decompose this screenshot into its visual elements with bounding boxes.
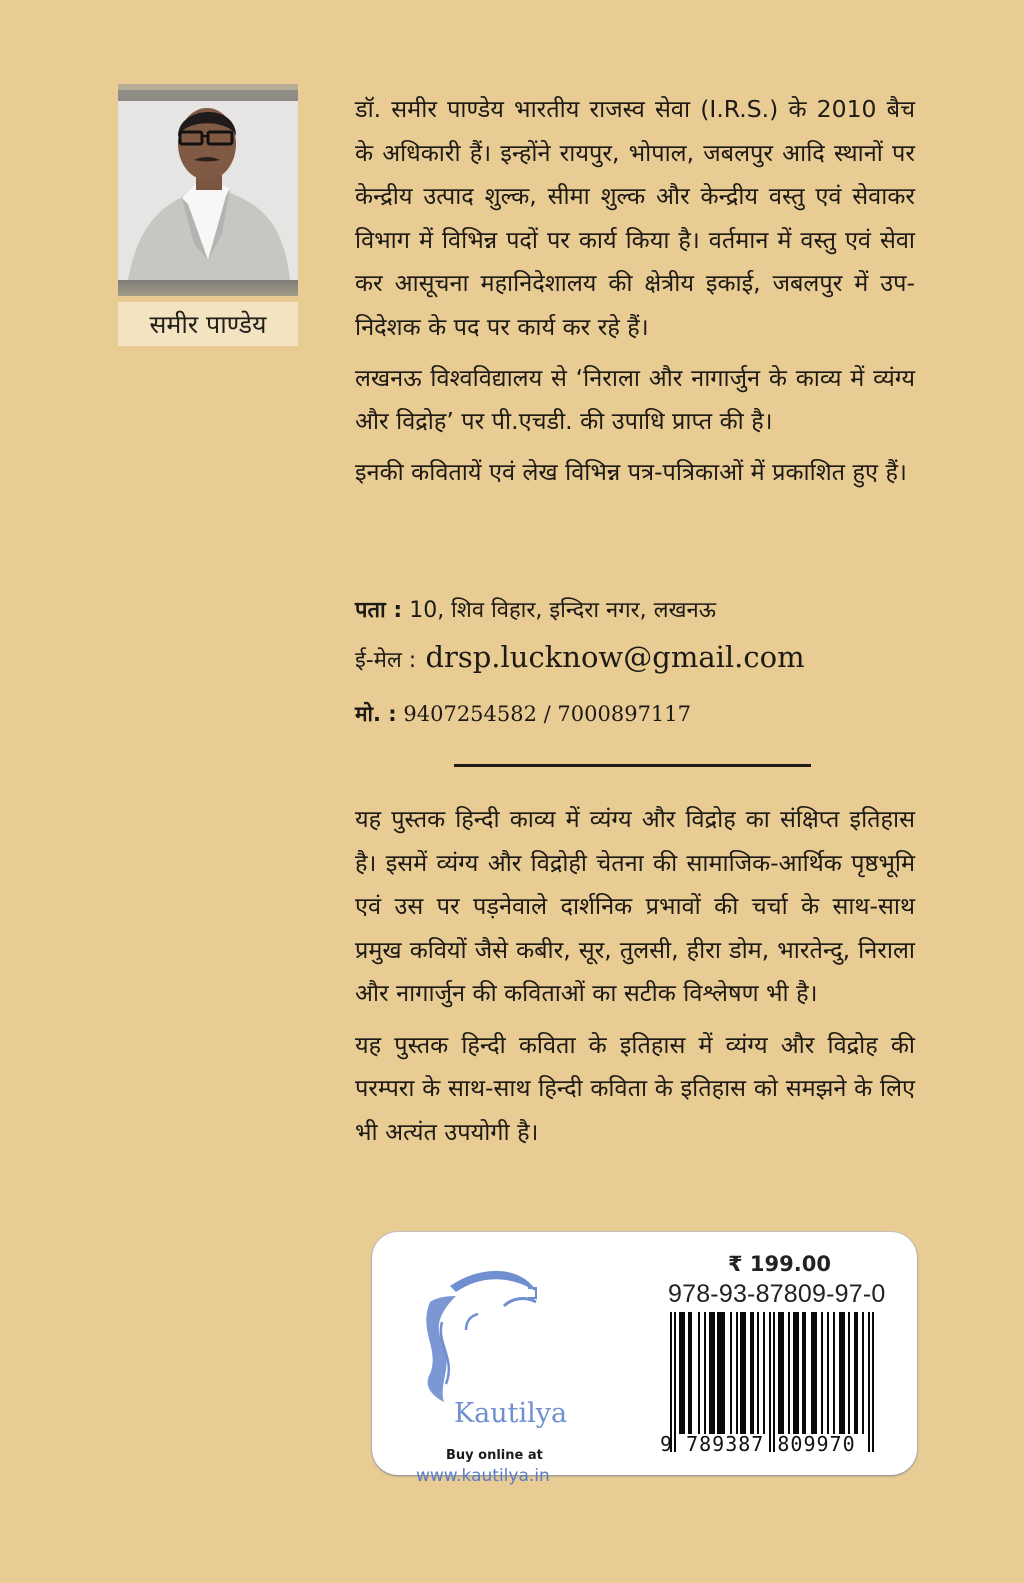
phone-value: 9407254582 / 7000897117 <box>403 702 692 726</box>
kautilya-logo-icon <box>412 1262 542 1402</box>
author-card <box>118 84 298 346</box>
author-photo <box>118 84 298 296</box>
phone-label: मो. : <box>355 702 397 726</box>
email-link[interactable]: drsp.lucknow@gmail.com <box>425 640 805 674</box>
barcode-icon <box>670 1312 878 1452</box>
address-row <box>355 594 716 624</box>
price-box <box>372 1232 917 1486</box>
email-label: ई-मेल : <box>355 648 417 673</box>
publisher-website-link[interactable]: www.kautilya.in <box>416 1466 550 1486</box>
email-row <box>355 640 805 674</box>
blurb-paragraph-2: यह पुस्तक हिन्दी कविता के इतिहास में व्यंग्य और विद्रोह की परम्परा के साथ-साथ हिन्दी कविता के इतिहास को समझने के लिए भी अत्यंत उपयोगी है। <box>355 1030 915 1146</box>
bio-paragraph-3: इनकी कवितायें एवं लेख विभिन्न पत्र-पत्रिकाओं में प्रकाशित हुए हैं। <box>355 458 907 486</box>
author-name: समीर पाण्डेय <box>118 302 298 346</box>
book-blurb <box>355 798 915 1164</box>
photo-frame-band <box>118 280 298 296</box>
address-label: पता : <box>355 598 403 623</box>
blurb-paragraph-1: यह पुस्तक हिन्दी काव्य में व्यंग्य और विद्रोह का संक्षिप्त इतिहास है। इसमें व्यंग्य और विद्रोही चेतना की सामाजिक-आर्थिक पृष्ठभूमि एवं उस पर पड़नेवाले दार्शनिक प्रभावों की चर्चा के साथ-साथ प्रमुख कवियों जैसे कबीर, सूर, तुलसी, हीरा डोम, भारतेन्दु, निराला और नागार्जुन की कविताओं का सटीक विश्लेषण भी है। <box>355 805 915 1007</box>
buy-online-label: Buy online at <box>446 1448 543 1463</box>
bio-paragraph-1: डॉ. समीर पाण्डेय भारतीय राजस्व सेवा (I.R.S.) के 2010 बैच के अधिकारी हैं। इन्होंने रायपुर, भोपाल, जबलपुर आदि स्थानों पर केन्द्रीय उत्पाद शुल्क, सीमा शुल्क और केन्द्रीय वस्तु एवं सेवाकर विभाग में विभिन्न पदों पर कार्य किया है। वर्तमान में वस्तु एवं सेवा कर आसूचना महानिदेशालय की क्षेत्रीय इकाई, जबलपुर में उप-निदेशक के पद पर कार्य कर रहे हैं। <box>355 95 915 341</box>
phone-row <box>355 700 691 728</box>
barcode-digits: 9 789387 809970 <box>660 1432 856 1456</box>
publisher-block <box>402 1262 568 1486</box>
author-bio <box>355 88 915 726</box>
publisher-name: Kautilya <box>454 1398 568 1429</box>
section-divider <box>454 764 811 767</box>
author-portrait-icon <box>118 84 298 296</box>
isbn-number: 978-93-87809-97-0 <box>668 1280 886 1308</box>
bio-paragraph-2: लखनऊ विश्वविद्यालय से ‘निराला और नागार्जुन के काव्य में व्यंग्य और विद्रोह’ पर पी.एचडी. की उपाधि प्राप्त की है। <box>355 364 915 435</box>
book-price: ₹ 199.00 <box>728 1252 831 1276</box>
address-value: 10, शिव विहार, इन्दिरा नगर, लखनऊ <box>409 598 717 623</box>
